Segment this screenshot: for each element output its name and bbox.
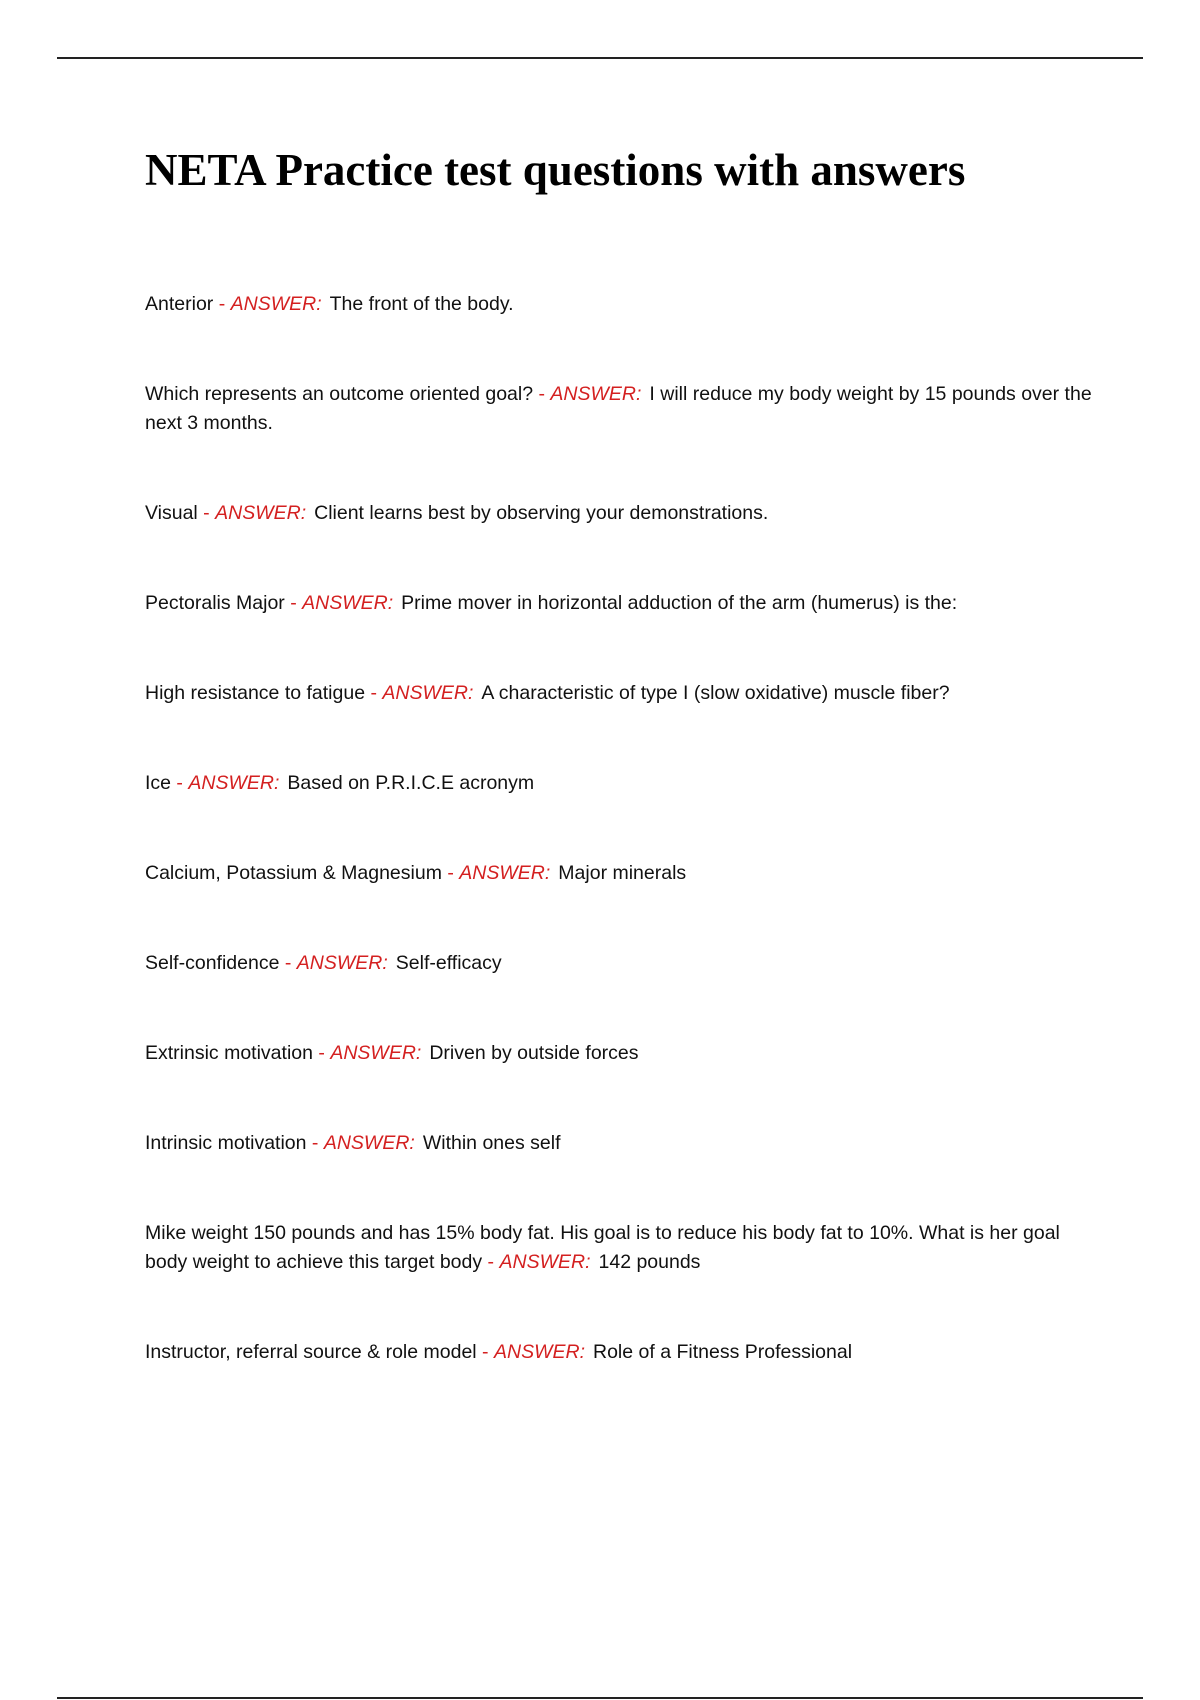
answer-text: The front of the body. — [329, 293, 514, 315]
top-rule — [57, 57, 1143, 59]
answer-separator: - — [312, 1042, 331, 1064]
qa-item — [145, 380, 1095, 438]
question-text: Visual — [145, 502, 198, 524]
page-title: NETA Practice test questions with answers — [145, 145, 966, 195]
answer-separator: - — [213, 293, 231, 315]
answer-tag: ANSWER: — [188, 772, 280, 794]
answer-separator: - — [441, 862, 460, 884]
question-text: Pectoralis Major — [145, 592, 285, 614]
answer-separator: - — [533, 383, 551, 405]
answer-tag: ANSWER: — [230, 293, 322, 315]
answer-separator: - — [365, 682, 383, 704]
answer-separator: - — [476, 1341, 494, 1363]
qa-item — [145, 1219, 1095, 1277]
answer-tag: ANSWER: — [550, 383, 642, 405]
qa-item — [145, 589, 1095, 618]
answer-separator: - — [279, 952, 297, 974]
qa-item — [145, 1129, 1095, 1158]
qa-item — [145, 769, 1095, 798]
answer-text: I will reduce my body weight by 15 pounds over the next 3 months. — [145, 383, 1092, 434]
answer-tag: ANSWER: — [296, 952, 388, 974]
question-text: High resistance to fatigue — [145, 682, 366, 704]
bottom-rule — [57, 1697, 1143, 1699]
answer-tag: ANSWER: — [382, 682, 474, 704]
answer-tag: ANSWER: — [499, 1251, 591, 1273]
answer-tag: ANSWER: — [493, 1341, 585, 1363]
qa-item — [145, 499, 1095, 528]
answer-text: Self-efficacy — [395, 952, 502, 974]
answer-separator: - — [482, 1251, 500, 1273]
answer-text: Client learns best by observing your demonstrations. — [314, 502, 769, 524]
question-text: Calcium, Potassium & Magnesium — [145, 862, 442, 884]
answer-text: Within ones self — [422, 1132, 561, 1154]
answer-text: Based on P.R.I.C.E acronym — [287, 772, 535, 794]
answer-tag: ANSWER: — [459, 862, 551, 884]
question-text: Ice — [145, 772, 172, 794]
qa-item — [145, 1338, 1095, 1367]
question-text: Self-confidence — [145, 952, 280, 974]
qa-item — [145, 679, 1095, 708]
answer-separator: - — [284, 592, 303, 614]
answer-separator: - — [306, 1132, 324, 1154]
answer-separator: - — [171, 772, 189, 794]
answer-tag: ANSWER: — [330, 1042, 422, 1064]
question-text: Instructor, referral source & role model — [145, 1341, 477, 1363]
question-text: Anterior — [145, 293, 214, 315]
answer-text: 142 pounds — [598, 1251, 701, 1273]
answer-text: Prime mover in horizontal adduction of the arm (humerus) is the: — [401, 592, 958, 614]
question-text: Extrinsic motivation — [145, 1042, 313, 1064]
question-text: Mike weight 150 pounds and has 15% body fat. His goal is to reduce his body fat to 10%. What is her goal body weight to achieve this target body — [145, 1222, 1060, 1273]
question-text: Intrinsic motivation — [145, 1132, 307, 1154]
answer-text: Role of a Fitness Professional — [593, 1341, 853, 1363]
answer-text: A characteristic of type I (slow oxidative) muscle fiber? — [481, 682, 950, 704]
answer-tag: ANSWER: — [323, 1132, 415, 1154]
qa-item — [145, 949, 1095, 978]
answer-separator: - — [197, 502, 216, 524]
qa-item — [145, 859, 1095, 888]
qa-list — [145, 290, 1095, 1428]
answer-tag: ANSWER: — [215, 502, 307, 524]
answer-text: Major minerals — [558, 862, 687, 884]
question-text: Which represents an outcome oriented goal? — [145, 383, 534, 405]
answer-tag: ANSWER: — [302, 592, 394, 614]
qa-item — [145, 290, 1095, 319]
answer-text: Driven by outside forces — [429, 1042, 639, 1064]
qa-item — [145, 1039, 1095, 1068]
